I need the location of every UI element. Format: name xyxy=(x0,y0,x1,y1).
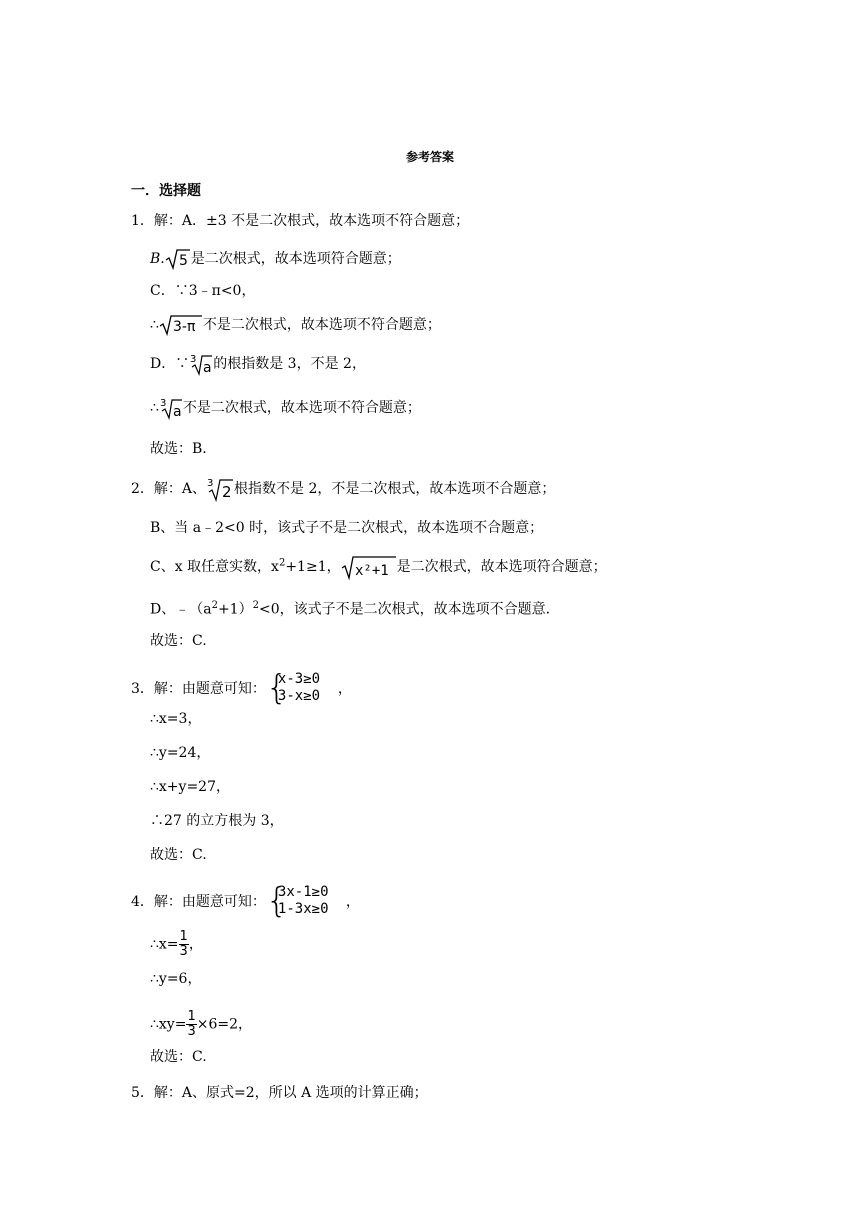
system-row: x-3≥0 xyxy=(277,671,321,687)
left-brace: { xyxy=(265,881,288,921)
q1-line-d xyxy=(150,352,366,376)
fraction-one-third xyxy=(186,1010,196,1039)
equation-system xyxy=(265,668,338,708)
radicand: a xyxy=(172,404,182,420)
q3-answer: 故选：C. xyxy=(150,847,207,863)
system-row: 1-3x≥0 xyxy=(277,901,329,917)
q2-d-text2: +1） xyxy=(217,601,253,618)
q2-number: 2． xyxy=(131,481,154,497)
page-title: 参考答案 xyxy=(405,150,454,164)
q5-line-a xyxy=(131,1084,428,1102)
q1-line-a xyxy=(131,212,469,230)
q3-intro: 解：由题意可知： xyxy=(153,681,266,697)
q4-intro: 解：由题意可知： xyxy=(153,894,266,910)
q1-c-text: C．∵3﹣π<0， xyxy=(150,283,256,299)
radical-sqrt5 xyxy=(165,248,191,270)
superscript: 2 xyxy=(211,600,218,611)
therefore-symbol: ∴ xyxy=(150,400,159,416)
q4-l1-pre: ∴x= xyxy=(150,936,179,953)
section-heading: 一．选择题 xyxy=(131,183,201,199)
q1-line-c2 xyxy=(150,314,441,336)
q2-answer: 故选：C. xyxy=(150,633,207,649)
equation-system xyxy=(265,881,346,921)
system-row: 3-x≥0 xyxy=(277,688,321,704)
q2-a-label: 解：A、 xyxy=(153,481,207,497)
q1-b-label: B. xyxy=(150,251,165,267)
therefore-symbol: ∴ xyxy=(150,317,159,333)
superscript: 2 xyxy=(278,557,286,569)
q2-a-text: 根指数不是 2，不是二次根式，故本选项不合题意； xyxy=(234,481,556,497)
radical-cbrt-2 xyxy=(206,476,234,502)
denominator: 3 xyxy=(179,944,188,959)
fraction-one-third xyxy=(179,930,189,959)
root-index: 3 xyxy=(207,478,214,489)
radical-sqrt-3-pi xyxy=(159,314,203,336)
q5-number: 5． xyxy=(131,1085,154,1101)
superscript: 2 xyxy=(252,600,259,611)
root-index: 3 xyxy=(190,354,197,365)
left-brace: { xyxy=(265,668,288,708)
q3-line-4: ∴27 的立方根为 3， xyxy=(150,813,284,829)
q5-text: 解：A、原式=2，所以 A 选项的计算正确； xyxy=(153,1085,428,1101)
q1-d2-text: 不是二次根式，故本选项不符合题意； xyxy=(182,400,421,416)
radicand: 2 xyxy=(222,483,232,501)
q3-line-intro xyxy=(131,668,352,708)
q2-d-text1: D、﹣（a xyxy=(150,601,212,618)
system-row: 3x-1≥0 xyxy=(277,884,329,900)
q1-line-c xyxy=(150,282,255,300)
radicand: 5 xyxy=(178,253,188,269)
q2-c-text3: 是二次根式，故本选项符合题意； xyxy=(396,559,607,575)
q4-answer: 故选：C. xyxy=(150,1049,207,1065)
q4-line-intro xyxy=(131,881,360,921)
q1-b-text: 是二次根式，故本选项符合题意； xyxy=(190,251,401,267)
q1-answer: 故选：B. xyxy=(150,441,207,457)
radicand: x²+1 xyxy=(354,563,389,579)
denominator: 3 xyxy=(187,1024,196,1039)
q1-c2-text: 不是二次根式，故本选项不符合题意； xyxy=(202,317,441,333)
comma: ， xyxy=(337,681,352,697)
radical-cbrt-a xyxy=(189,352,213,376)
q2-line-a xyxy=(131,476,555,502)
numerator: 1 xyxy=(179,929,188,944)
q1-a-text: 不是二次根式，故本选项不符合题意； xyxy=(231,213,470,229)
q2-line-c xyxy=(150,554,607,580)
radical-cbrt-a xyxy=(159,396,183,420)
q3-line-2: ∴y=24， xyxy=(150,745,211,761)
comma: ， xyxy=(345,894,360,910)
q4-line-2: ∴y=6， xyxy=(150,971,202,987)
q2-line-d xyxy=(150,597,550,619)
numerator: 1 xyxy=(187,1009,196,1024)
radicand: 3-π xyxy=(172,319,196,335)
q4-number: 4． xyxy=(131,894,154,910)
q4-l3-post: ×6=2， xyxy=(196,1016,253,1033)
q4-l3-pre: ∴xy= xyxy=(150,1016,187,1033)
q4-line-1 xyxy=(150,930,203,959)
q4-l1-post: ， xyxy=(188,936,203,953)
q1-a-prefix: 解：A．±3 xyxy=(153,213,227,229)
q2-c-text2: +1≥1， xyxy=(285,559,341,575)
q2-line-b: B、当 a﹣2<0 时，该式子不是二次根式，故本选项不合题意； xyxy=(150,520,544,536)
q1-line-b xyxy=(150,248,401,270)
q1-number: 1． xyxy=(131,213,154,229)
q3-line-1: ∴x=3， xyxy=(150,711,202,727)
radical-sqrt-x2-plus-1 xyxy=(341,554,397,580)
q2-c-text1: C、x 取任意实数，x xyxy=(150,559,279,575)
q1-line-d2 xyxy=(150,396,421,420)
q3-number: 3． xyxy=(131,681,154,697)
q2-d-text3: <0，该式子不是二次根式，故本选项不合题意. xyxy=(258,601,551,618)
q3-line-3: ∴x+y=27， xyxy=(150,779,230,795)
q1-d-label: D．∵ xyxy=(150,356,190,372)
q1-d-text: 的根指数是 3，不是 2， xyxy=(213,356,366,372)
root-index: 3 xyxy=(159,398,167,409)
radicand: a xyxy=(203,360,212,376)
q4-line-3 xyxy=(150,1010,252,1039)
